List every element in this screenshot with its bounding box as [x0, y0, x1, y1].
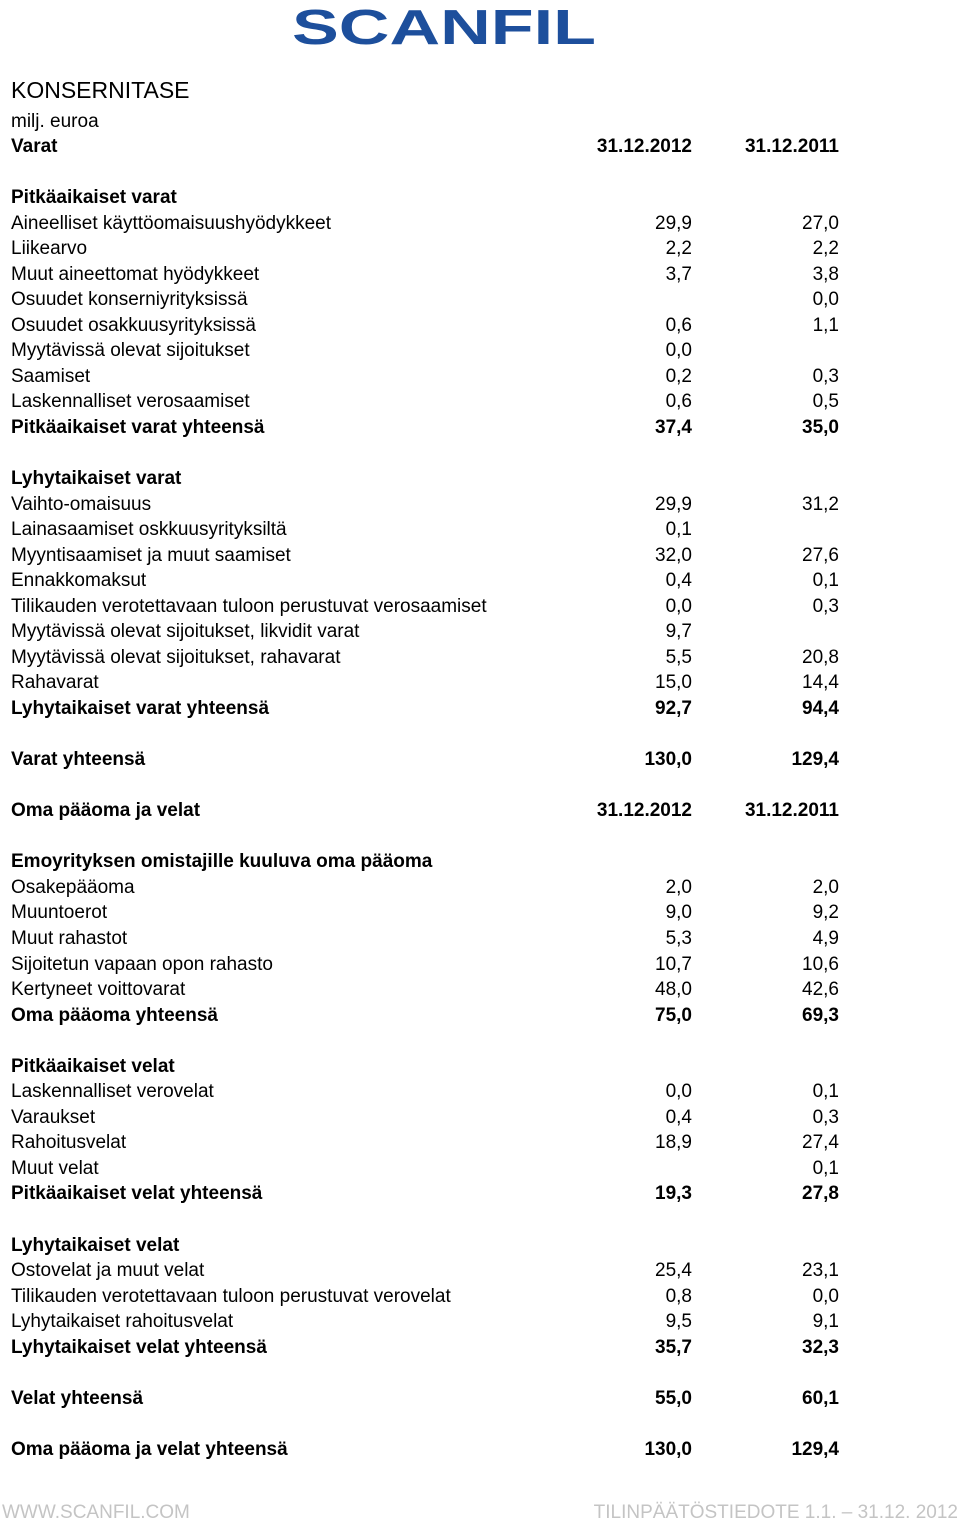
table-row	[0, 1054, 960, 1080]
scanfil-logo	[291, 4, 597, 46]
value-2012: 130,0	[644, 749, 692, 771]
table-row	[0, 1386, 960, 1412]
table-row	[0, 926, 960, 952]
row-label: Muut aineettomat hyödykkeet	[11, 263, 260, 285]
value-2012: 130,0	[644, 1438, 692, 1460]
value-2011: 129,4	[791, 1438, 839, 1460]
footer-report-title: TILINPÄÄTÖSTIEDOTE 1.1. – 31.12. 2012	[593, 1502, 958, 1523]
table-row	[0, 287, 960, 313]
value-2012: 31.12.2012	[596, 800, 692, 822]
value-2011: 27,6	[802, 544, 839, 566]
table-row	[0, 875, 960, 901]
value-2011: 0,3	[812, 365, 839, 387]
spacer-row	[0, 160, 960, 186]
table-row	[0, 492, 960, 518]
row-label: Oma pääoma ja velat yhteensä	[11, 1438, 288, 1460]
value-2011: 27,8	[802, 1183, 839, 1205]
value-2011: 1,1	[812, 314, 839, 336]
value-2012: 29,9	[655, 212, 692, 234]
row-label: Pitkäaikaiset velat yhteensä	[11, 1183, 263, 1205]
table-row	[0, 262, 960, 288]
value-2012: 48,0	[655, 979, 692, 1001]
table-row	[0, 364, 960, 390]
value-2011: 27,0	[802, 212, 839, 234]
table-row	[0, 645, 960, 671]
table-row	[0, 1130, 960, 1156]
table-row	[0, 594, 960, 620]
value-2011: 129,4	[791, 749, 839, 771]
spacer-row	[0, 722, 960, 748]
value-2011: 0,3	[812, 595, 839, 617]
value-2012: 5,5	[665, 646, 692, 668]
value-2012: 0,4	[665, 1106, 692, 1128]
value-2012: 19,3	[655, 1183, 692, 1205]
row-label: Osuudet konserniyrityksissä	[11, 289, 248, 311]
value-2011: 0,1	[812, 570, 839, 592]
value-2012: 25,4	[655, 1260, 692, 1282]
table-row	[0, 517, 960, 543]
value-2011: 2,2	[812, 238, 839, 260]
value-2012: 29,9	[655, 493, 692, 515]
row-label: Laskennalliset verosaamiset	[11, 391, 250, 413]
row-label: Laskennalliset verovelat	[11, 1081, 214, 1103]
row-label: Pitkäaikaiset varat yhteensä	[11, 417, 265, 439]
row-label: Muuntoerot	[11, 902, 108, 924]
footer-website: WWW.SCANFIL.COM	[2, 1502, 190, 1523]
table-row	[0, 1437, 960, 1463]
value-2011: 20,8	[802, 646, 839, 668]
row-label: Emoyrityksen omistajille kuuluva oma pääoma	[11, 851, 433, 873]
row-label: Varat	[11, 136, 58, 157]
value-2011: 10,6	[802, 953, 839, 975]
value-2012: 3,7	[665, 263, 692, 285]
row-label: Varat yhteensä	[11, 749, 146, 771]
scanfil-logo-graphic	[291, 4, 597, 46]
table-row	[0, 568, 960, 594]
row-label: Lyhytaikaiset velat	[11, 1234, 180, 1256]
row-label: Pitkäaikaiset varat	[11, 187, 177, 209]
row-label: Myytävissä olevat sijoitukset	[11, 340, 250, 362]
value-2012: 0,2	[665, 365, 692, 387]
value-2012: 15,0	[655, 672, 692, 694]
value-2011: 31.12.2011	[744, 800, 839, 822]
table-row	[0, 849, 960, 875]
row-label: Oma pääoma yhteensä	[11, 1004, 218, 1026]
spacer-row	[0, 824, 960, 850]
row-label: Ennakkomaksut	[11, 570, 147, 592]
value-2012: 0,0	[665, 340, 692, 362]
table-row	[0, 1003, 960, 1029]
value-2012: 0,6	[665, 314, 692, 336]
row-label: Liikearvo	[11, 238, 88, 260]
row-label: Kertyneet voittovarat	[11, 979, 186, 1001]
table-row	[0, 134, 960, 160]
value-2012: 2,2	[665, 238, 692, 260]
table-row	[0, 1105, 960, 1131]
value-2011: 0,1	[812, 1157, 839, 1179]
table-row	[0, 236, 960, 262]
value-2011: 0,3	[812, 1106, 839, 1128]
value-2011: 60,1	[802, 1387, 839, 1409]
value-2011: 31,2	[802, 493, 839, 515]
row-label: Myytävissä olevat sijoitukset, likvidit varat	[11, 621, 360, 643]
value-2011: 3,8	[812, 263, 839, 285]
table-row	[0, 211, 960, 237]
row-label: Lyhytaikaiset rahoitusvelat	[11, 1311, 234, 1333]
value-2012: 0,4	[665, 570, 692, 592]
row-label: Vaihto-omaisuus	[11, 493, 152, 515]
value-2012: 75,0	[655, 1004, 692, 1026]
spacer-row	[0, 1207, 960, 1233]
value-2011: 27,4	[802, 1132, 839, 1154]
row-label: Myyntisaamiset ja muut saamiset	[11, 544, 291, 566]
spacer-row	[0, 1411, 960, 1437]
value-2012: 55,0	[655, 1387, 692, 1409]
unit-label: milj. euroa	[11, 111, 99, 132]
balance-sheet-table	[0, 134, 960, 1462]
row-label: Tilikauden verotettavaan tuloon perustuvat verosaamiset	[11, 595, 487, 617]
row-label: Lainasaamiset oskkuusyrityksiltä	[11, 519, 287, 541]
table-row	[0, 1233, 960, 1259]
table-row	[0, 977, 960, 1003]
table-row	[0, 313, 960, 339]
page-title: KONSERNITASE	[11, 77, 190, 103]
value-2011: 9,2	[812, 902, 839, 924]
value-2011: 14,4	[802, 672, 839, 694]
value-2011: 2,0	[812, 876, 839, 898]
table-row	[0, 1181, 960, 1207]
value-2011: 4,9	[812, 927, 839, 949]
spacer-row	[0, 1028, 960, 1054]
table-row	[0, 747, 960, 773]
value-2012: 37,4	[655, 417, 692, 439]
row-label: Tilikauden verotettavaan tuloon perustuvat verovelat	[11, 1285, 451, 1307]
row-label: Ostovelat ja muut velat	[11, 1260, 205, 1282]
table-row	[0, 543, 960, 569]
value-2011: 42,6	[802, 979, 839, 1001]
table-row	[0, 1335, 960, 1361]
table-row	[0, 338, 960, 364]
row-label: Velat yhteensä	[11, 1387, 144, 1409]
value-2011: 69,3	[802, 1004, 839, 1026]
table-row	[0, 1309, 960, 1335]
row-label: Aineelliset käyttöomaisuushyödykkeet	[11, 212, 332, 234]
value-2012: 0,1	[665, 519, 692, 541]
table-row	[0, 415, 960, 441]
table-row	[0, 696, 960, 722]
table-row	[0, 619, 960, 645]
row-label: Lyhytaikaiset varat	[11, 468, 182, 490]
value-2012: 9,5	[665, 1311, 692, 1333]
value-2012: 0,0	[665, 595, 692, 617]
value-2011: 32,3	[802, 1336, 839, 1358]
row-label: Lyhytaikaiset varat yhteensä	[11, 698, 270, 720]
table-row	[0, 1258, 960, 1284]
value-2012: 9,7	[665, 621, 692, 643]
value-2011: 23,1	[802, 1260, 839, 1282]
row-label: Lyhytaikaiset velat yhteensä	[11, 1336, 267, 1358]
value-2011: 0,0	[812, 289, 839, 311]
value-2011: 31.12.2011	[744, 136, 839, 157]
value-2012: 32,0	[655, 544, 692, 566]
table-row	[0, 1079, 960, 1105]
row-label: Muut rahastot	[11, 927, 128, 949]
value-2012: 35,7	[655, 1336, 692, 1358]
table-row	[0, 1156, 960, 1182]
row-label: Sijoitetun vapaan opon rahasto	[11, 953, 273, 975]
row-label: Osakepääoma	[11, 876, 135, 898]
row-label: Oma pääoma ja velat	[11, 800, 201, 822]
table-row	[0, 798, 960, 824]
value-2012: 2,0	[665, 876, 692, 898]
row-label: Saamiset	[11, 365, 91, 387]
spacer-row	[0, 773, 960, 799]
value-2012: 9,0	[665, 902, 692, 924]
row-label: Pitkäaikaiset velat	[11, 1055, 175, 1077]
value-2011: 94,4	[802, 698, 839, 720]
row-label: Osuudet osakkuusyrityksissä	[11, 314, 256, 336]
table-row	[0, 952, 960, 978]
value-2011: 0,0	[812, 1285, 839, 1307]
value-2012: 10,7	[655, 953, 692, 975]
value-2011: 0,5	[812, 391, 839, 413]
logo-text: SCANFIL	[292, 4, 596, 46]
row-label: Varaukset	[11, 1106, 96, 1128]
value-2011: 35,0	[802, 417, 839, 439]
table-row	[0, 1284, 960, 1310]
table-row	[0, 670, 960, 696]
row-label: Rahoitusvelat	[11, 1132, 127, 1154]
value-2012: 18,9	[655, 1132, 692, 1154]
table-row	[0, 466, 960, 492]
value-2011: 0,1	[812, 1081, 839, 1103]
value-2012: 0,0	[665, 1081, 692, 1103]
value-2011: 9,1	[812, 1311, 839, 1333]
row-label: Myytävissä olevat sijoitukset, rahavarat	[11, 646, 341, 668]
value-2012: 92,7	[655, 698, 692, 720]
row-label: Muut velat	[11, 1157, 99, 1179]
spacer-row	[0, 441, 960, 467]
value-2012: 0,8	[665, 1285, 692, 1307]
value-2012: 31.12.2012	[596, 136, 692, 157]
table-row	[0, 185, 960, 211]
table-row	[0, 900, 960, 926]
value-2012: 5,3	[665, 927, 692, 949]
row-label: Rahavarat	[11, 672, 99, 694]
value-2012: 0,6	[665, 391, 692, 413]
table-row	[0, 389, 960, 415]
spacer-row	[0, 1360, 960, 1386]
